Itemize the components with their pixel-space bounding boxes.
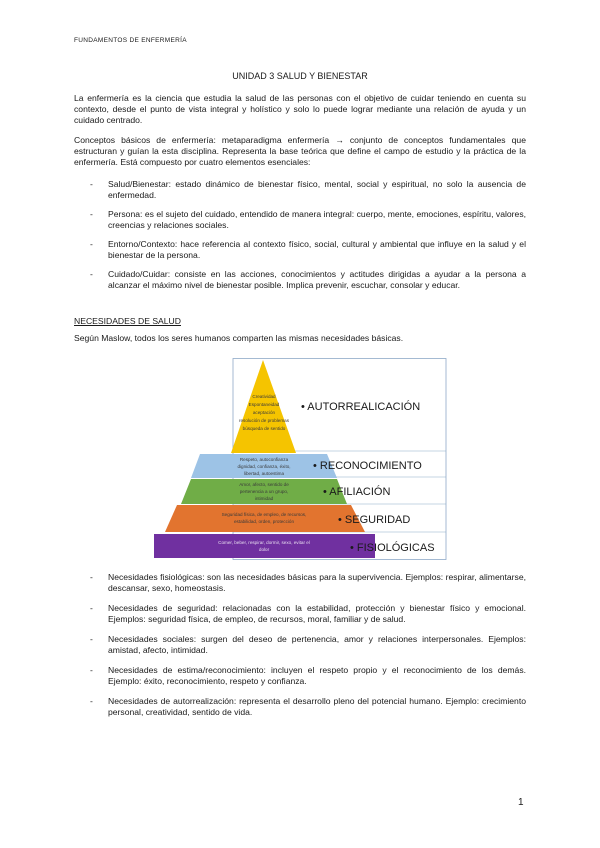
level-label: • RECONOCIMIENTO <box>313 460 422 472</box>
level-text: libertad, autoestima <box>243 471 285 476</box>
list-item: - Entorno/Contexto: hace referencia al contexto físico, social, cultural y ambiental que influye en la salud y el bienestar de la persona. <box>90 239 526 260</box>
list-item-text: Necesidades fisiológicas: son las necesidades básicas para la supervivencia. Ejemplos: respirar, alimentarse, descansar, sexo, homeostasis. <box>108 572 526 593</box>
level-text: búsqueda de sentido <box>242 426 286 431</box>
list-item-text: Necesidades de seguridad: relacionadas con la estabilidad, protección y bienestar físico y emocional. Ejemplos: seguridad física, de empleo, de recursos, moral, familiar y de salud. <box>108 603 526 624</box>
level-text: estabilidad, orden, protección <box>233 519 295 524</box>
level-label: • FISIOLÓGICAS <box>350 542 435 554</box>
level-text: aceptación <box>252 410 276 415</box>
level-text: Amor, afecto, sentido de <box>239 482 289 487</box>
list-item-text: Persona: es el sujeto del cuidado, entendido de manera integral: cuerpo, mente, emociones, espíritu, valores, creencias y relaciones sociales. <box>108 209 526 230</box>
maslow-intro: Según Maslow, todos los seres humanos comparten las mismas necesidades básicas. <box>74 333 404 343</box>
list-item-text: Entorno/Contexto: hace referencia al contexto físico, social, cultural y ambiental que influye en la salud y el bienestar de la persona. <box>108 239 526 260</box>
pyramid-level-fisiologicas <box>154 534 375 558</box>
level-text: intimidad <box>254 496 274 501</box>
maslow-pyramid <box>151 358 447 560</box>
list-item-text: Necesidades sociales: surgen del deseo de pertenencia, amor y relaciones interpersonales. Ejemplos: amistad, afecto, intimidad. <box>108 634 526 655</box>
level-label: • SEGURIDAD <box>338 514 411 526</box>
concepts-paragraph: Conceptos básicos de enfermería: metaparadigma enfermería → conjunto de conceptos fundamentales que estructuran y guían la esta disciplina. Representa la base teórica que define el campo de estudio y la práctica de la enfermería. Está compuesto por cuatro elementos esenciales: <box>74 135 526 167</box>
level-text: resolución de problemas <box>238 418 290 423</box>
list-item-text: Cuidado/Cuidar: consiste en las acciones, conocimientos y actitudes dirigidas a ayudar a la persona a alcanzar el máximo nivel de bienestar posible. Implica prevenir, escuchar, consolar y educar. <box>108 269 526 290</box>
metaparadigm-list <box>74 179 526 291</box>
level-text: Espontaneidad <box>248 402 280 407</box>
level-text: Comer, beber, respirar, dormir, sexo, evitar el <box>218 540 310 545</box>
list-item: - Necesidades de seguridad: relacionadas con la estabilidad, protección y bienestar físico y emocional. Ejemplos: seguridad física, de empleo, de recursos, moral, familiar y de salud. <box>90 603 526 624</box>
level-text: Respeto, autoconfianza <box>239 457 289 462</box>
list-item: - Necesidades fisiológicas: son las necesidades básicas para la supervivencia. Ejemplos: respirar, alimentarse, descansar, sexo, homeostasis. <box>90 572 526 593</box>
list-item: - Persona: es el sujeto del cuidado, entendido de manera integral: cuerpo, mente, emociones, espíritu, valores, creencias y relaciones sociales. <box>90 209 526 230</box>
level-text: dignidad, confianza, éxito, <box>237 464 291 469</box>
list-item: - Necesidades de estima/reconocimiento: incluyen el respeto propio y el reconocimiento de los demás. Ejemplo: éxito, reconocimiento, respeto y confianza. <box>90 665 526 686</box>
section-title: NECESIDADES DE SALUD <box>74 316 181 326</box>
list-item: - Necesidades de autorrealización: representa el desarrollo pleno del potencial humano. Ejemplo: crecimiento personal, creatividad, sentido de vida. <box>90 696 526 717</box>
level-label: • AFILIACIÓN <box>323 486 391 498</box>
intro-paragraph: La enfermería es la ciencia que estudia la salud de las personas con el objetivo de cuidar teniendo en cuenta su contexto, desde el punto de vista integral y holístico y solo lo puede lograr mediante una relación de ayuda y un cuidado centrado. <box>74 93 526 125</box>
page-number: 1 <box>518 797 524 808</box>
list-item: - Necesidades sociales: surgen del deseo de pertenencia, amor y relaciones interpersonales. Ejemplos: amistad, afecto, intimidad. <box>90 634 526 655</box>
level-text: Creatividad <box>252 394 276 399</box>
list-item: - Cuidado/Cuidar: consiste en las acciones, conocimientos y actitudes dirigidas a ayudar a la persona a alcanzar el máximo nivel de bienestar posible. Implica prevenir, escuchar, consolar y educar. <box>90 269 526 290</box>
level-text: dolor <box>258 547 270 552</box>
list-item: - Salud/Bienestar: estado dinámico de bienestar físico, mental, social y espiritual, no solo la ausencia de enfermedad. <box>90 179 526 200</box>
needs-list <box>74 572 526 718</box>
level-label: • AUTORREALICACIÓN <box>301 401 421 413</box>
level-text: pertenencia a un grupo, <box>239 489 289 494</box>
list-item-text: Salud/Bienestar: estado dinámico de bienestar físico, mental, social y espiritual, no solo la ausencia de enfermedad. <box>108 179 526 200</box>
level-text: Seguridad física, de empleo, de recursos, <box>221 512 307 517</box>
list-item-text: Necesidades de autorrealización: representa el desarrollo pleno del potencial humano. Ejemplo: crecimiento personal, creatividad, sentido de vida. <box>108 696 526 717</box>
unit-title: UNIDAD 3 SALUD Y BIENESTAR <box>232 71 368 81</box>
list-item-text: Necesidades de estima/reconocimiento: incluyen el respeto propio y el reconocimiento de los demás. Ejemplo: éxito, reconocimiento, respeto y confianza. <box>108 665 526 686</box>
page-header: FUNDAMENTOS DE ENFERMERÍA <box>74 37 187 44</box>
